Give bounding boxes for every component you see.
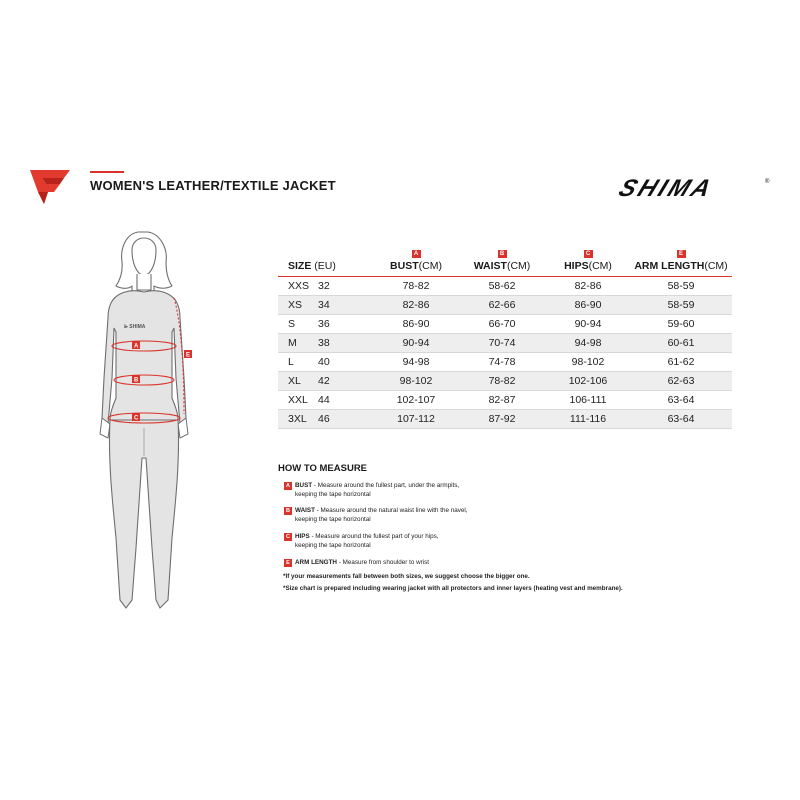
waist-cell: 58-62: [458, 276, 546, 295]
svg-text:B: B: [134, 377, 139, 384]
waist-cell: 74-78: [458, 352, 546, 371]
svg-text:SHIMA: SHIMA: [614, 174, 718, 202]
letter-badge: E: [677, 250, 686, 258]
column-header-arm-length: E ARM LENGTH(CM): [630, 246, 732, 276]
table-row: [278, 352, 732, 371]
waist-cell: 62-66: [458, 295, 546, 314]
table-row: [278, 295, 732, 314]
hips-cell: 82-86: [546, 276, 630, 295]
letter-badge: A: [412, 250, 421, 258]
arm-length-cell: 61-62: [630, 352, 732, 371]
hips-cell: 106-111: [546, 390, 630, 409]
table-row: [278, 276, 732, 295]
letter-badge: C: [584, 250, 593, 258]
hips-cell: 86-90: [546, 295, 630, 314]
svg-text:A: A: [134, 343, 139, 350]
letter-badge: B: [498, 250, 507, 258]
bust-cell: 86-90: [374, 314, 458, 333]
size-cell: XXS 32: [278, 276, 374, 295]
arm-length-cell: 59-60: [630, 314, 732, 333]
size-cell: 3XL 46: [278, 409, 374, 428]
svg-text:E: E: [186, 352, 191, 359]
waist-cell: 70-74: [458, 333, 546, 352]
column-header-hips: C HIPS(CM): [546, 246, 630, 276]
shima-logo-icon: [30, 168, 70, 206]
table-row: [278, 371, 732, 390]
hips-cell: 111-116: [546, 409, 630, 428]
size-cell: XXL 44: [278, 390, 374, 409]
table-row: [278, 409, 732, 428]
bust-cell: 78-82: [374, 276, 458, 295]
waist-cell: 87-92: [458, 409, 546, 428]
table-header-row: [278, 246, 732, 276]
column-header-waist: B WAIST(CM): [458, 246, 546, 276]
letter-badge: A: [284, 482, 292, 490]
arm-length-cell: 58-59: [630, 276, 732, 295]
letter-badge: E: [284, 559, 292, 567]
waist-cell: 82-87: [458, 390, 546, 409]
arm-length-cell: 60-61: [630, 333, 732, 352]
hips-cell: 94-98: [546, 333, 630, 352]
bust-cell: 90-94: [374, 333, 458, 352]
size-cell: M 38: [278, 333, 374, 352]
page-title: WOMEN'S LEATHER/TEXTILE JACKET: [90, 178, 336, 193]
arm-length-cell: 63-64: [630, 409, 732, 428]
bust-cell: 94-98: [374, 352, 458, 371]
size-note: *If your measurements fall between both sizes, we suggest choose the bigger one.: [283, 573, 530, 580]
hips-cell: 98-102: [546, 352, 630, 371]
size-note: *Size chart is prepared including wearing jacket with all protectors and inner layers (heating vest and membrane).: [283, 585, 623, 592]
svg-text:/▸ SHIMA: /▸ SHIMA: [124, 324, 146, 330]
size-cell: S 36: [278, 314, 374, 333]
size-cell: XS 34: [278, 295, 374, 314]
size-cell: L 40: [278, 352, 374, 371]
table-row: [278, 390, 732, 409]
letter-badge: B: [284, 507, 292, 515]
size-chart-table: [278, 246, 732, 429]
waist-cell: 78-82: [458, 371, 546, 390]
measure-item-waist: B WAIST - Measure around the natural waist line with the navel, keeping the tape horizontal: [286, 507, 468, 523]
table-row: [278, 314, 732, 333]
column-header-size: SIZE (EU): [278, 246, 374, 276]
bust-cell: 98-102: [374, 371, 458, 390]
hips-cell: 90-94: [546, 314, 630, 333]
measure-item-hips: C HIPS - Measure around the fullest part of your hips, keeping the tape horizontal: [286, 533, 439, 549]
body-figure-illustration: [80, 228, 210, 628]
svg-text:C: C: [134, 415, 139, 422]
measure-item-arm-length: E ARM LENGTH - Measure from shoulder to wrist: [284, 559, 429, 568]
arm-length-cell: 58-59: [630, 295, 732, 314]
letter-badge: C: [284, 533, 292, 541]
bust-cell: 107-112: [374, 409, 458, 428]
measure-item-bust: A BUST - Measure around the fullest part, under the armpits, keeping the tape horizontal: [286, 482, 460, 498]
hips-cell: 102-106: [546, 371, 630, 390]
column-header-bust: A BUST(CM): [374, 246, 458, 276]
shima-wordmark-logo: [612, 174, 774, 202]
title-accent-rule: [90, 171, 124, 173]
arm-length-cell: 62-63: [630, 371, 732, 390]
how-to-measure-heading: HOW TO MEASURE: [278, 463, 368, 474]
bust-cell: 82-86: [374, 295, 458, 314]
bust-cell: 102-107: [374, 390, 458, 409]
size-cell: XL 42: [278, 371, 374, 390]
waist-cell: 66-70: [458, 314, 546, 333]
arm-length-cell: 63-64: [630, 390, 732, 409]
table-row: [278, 333, 732, 352]
svg-text:®: ®: [765, 179, 770, 185]
